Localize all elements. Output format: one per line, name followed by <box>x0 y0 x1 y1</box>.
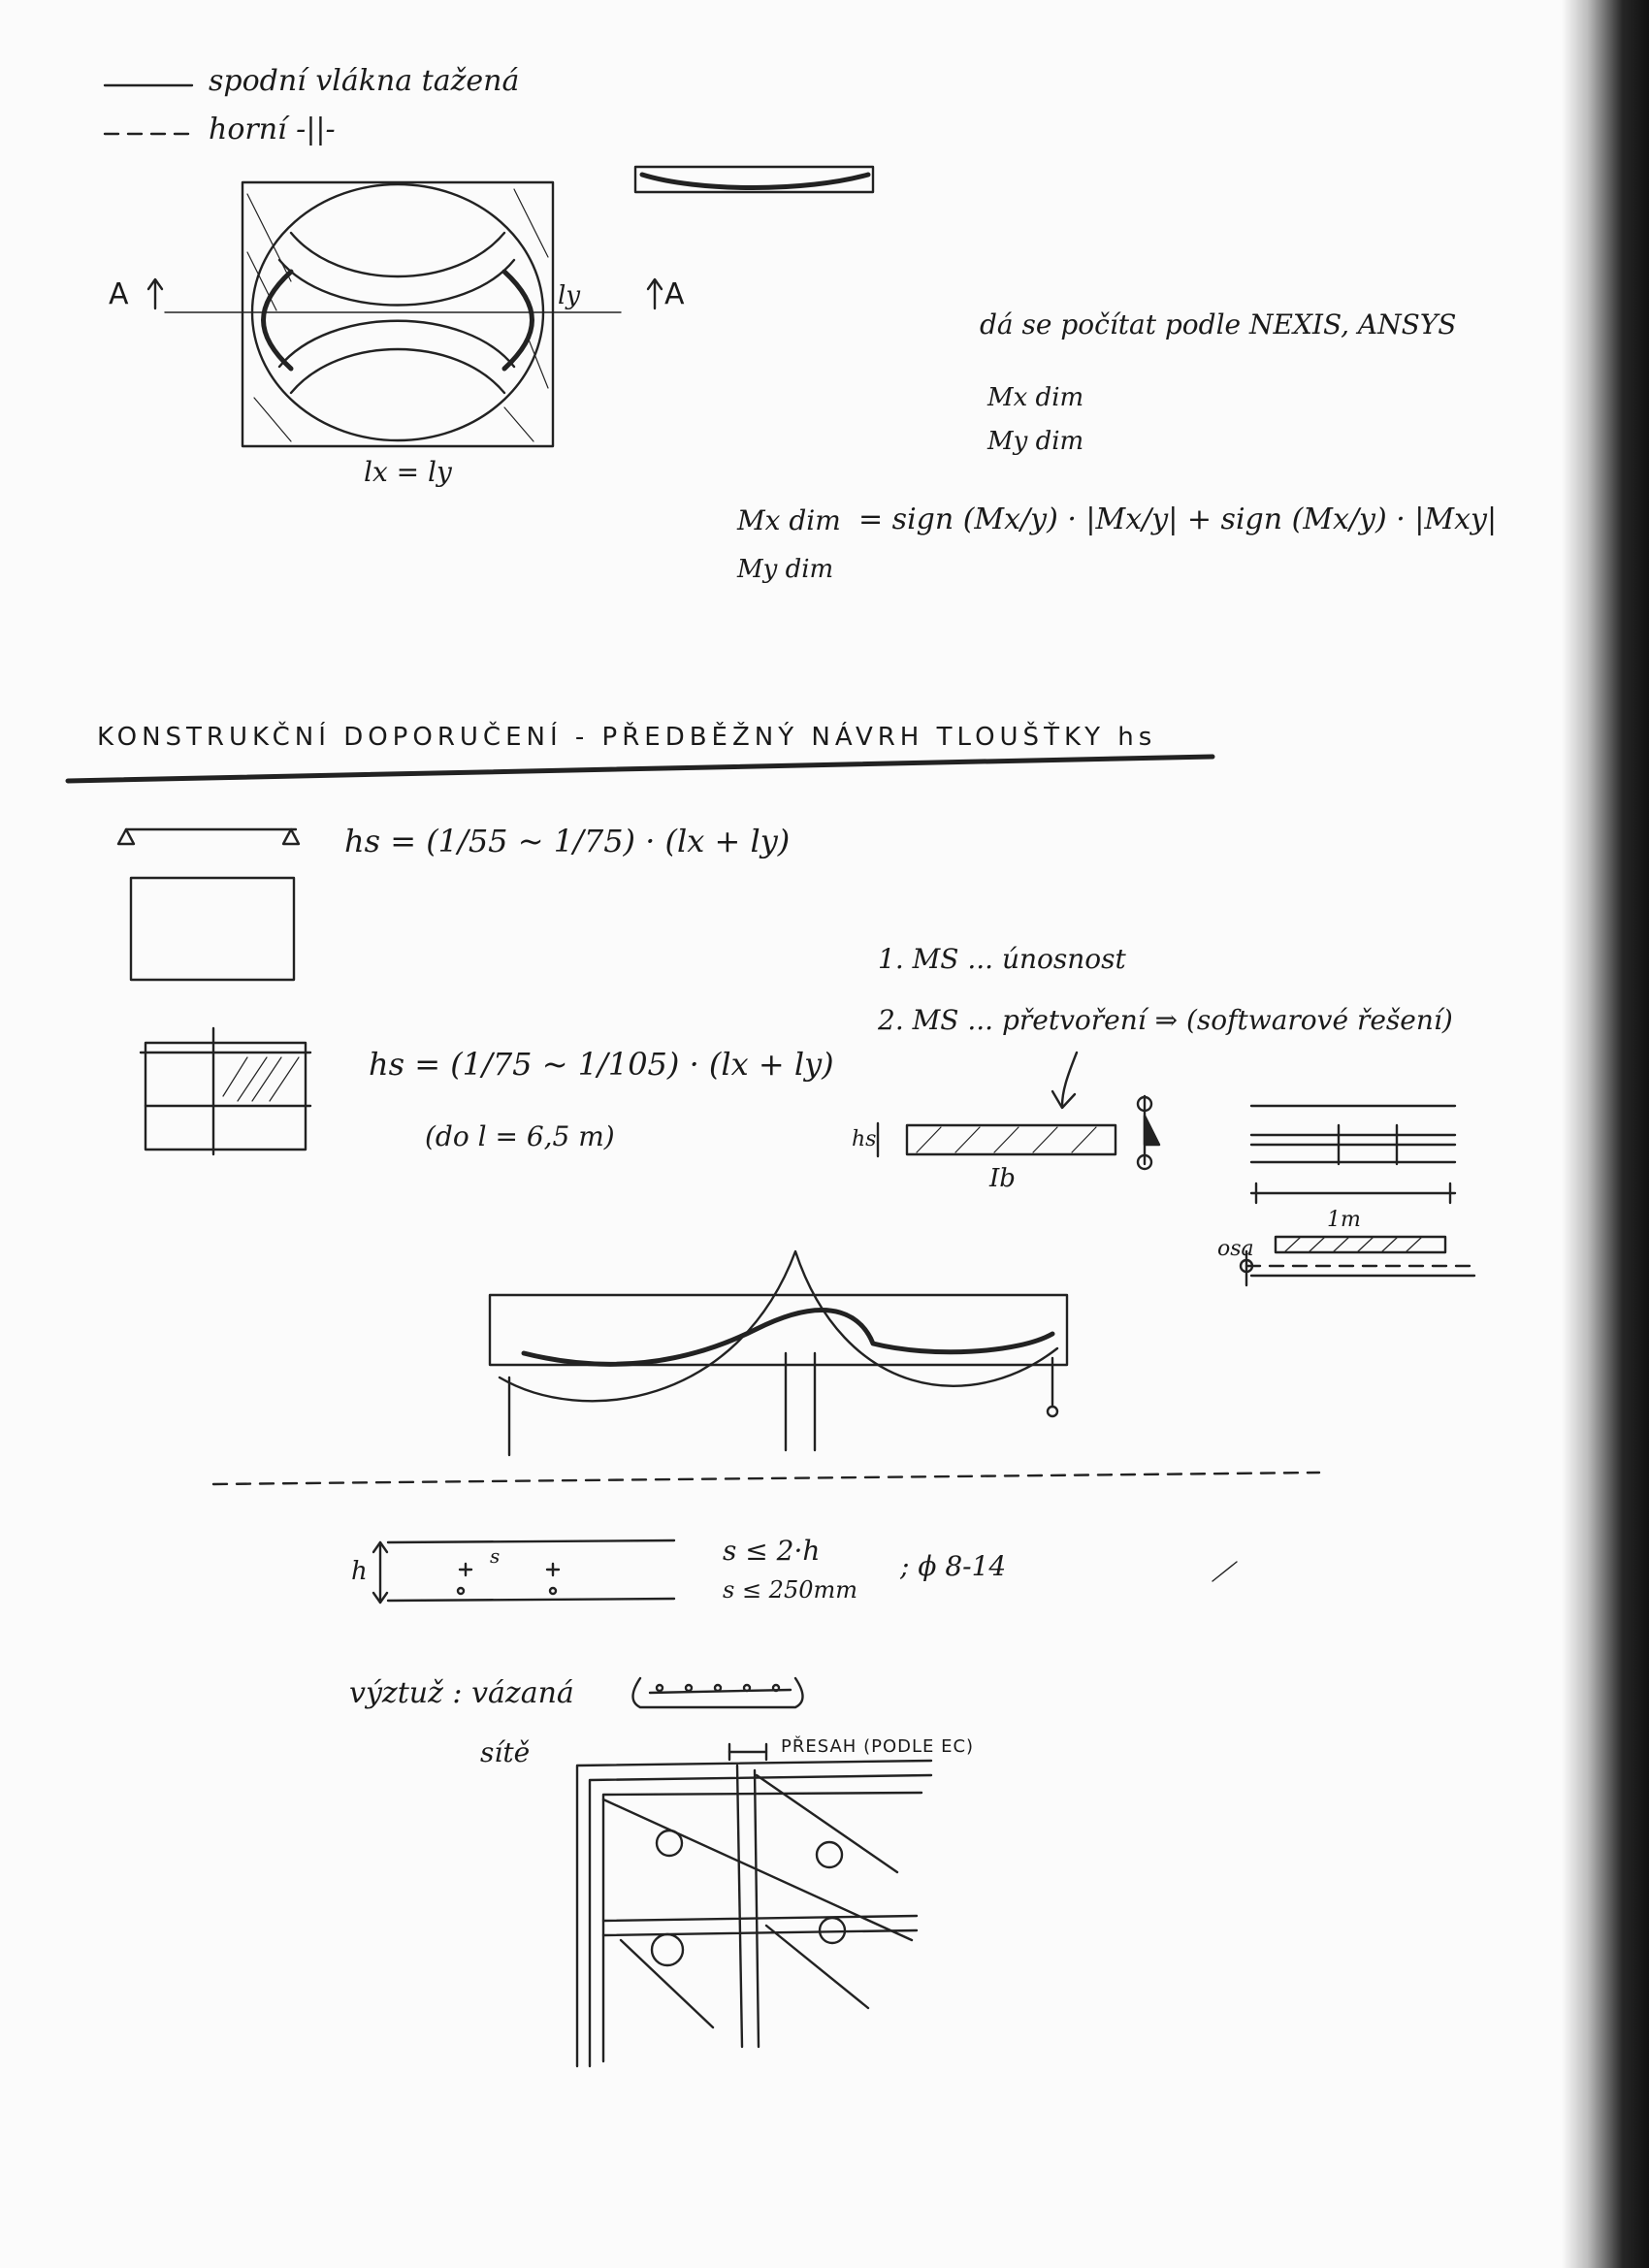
section-marker-left: A <box>109 277 133 311</box>
thickness-rule-2-note: (do l = 6,5 m) <box>425 1120 615 1152</box>
spacing-rule-2: s ≤ 250mm <box>723 1576 858 1604</box>
hs-label: hs <box>852 1127 877 1151</box>
ly-label: ly <box>558 281 581 310</box>
beam-sketch <box>118 829 299 844</box>
legend-solid-label: spodní vlákna tažená <box>209 64 520 98</box>
software-note: dá se počítat podle NEXIS, ANSYS <box>980 308 1457 340</box>
legend-dashed-label: horní -||- <box>209 113 336 146</box>
section-heading: KONSTRUKČNÍ DOPORUČENÍ - PŘEDBĚŽNÝ NÁVRH TLOUŠŤKY hs <box>97 723 1157 752</box>
formula-right: = sign (Mx/y) · |Mx/y| + sign (Mx/y) · |Mxy| <box>858 502 1498 536</box>
bar-diameter: ; ϕ 8-14 <box>900 1550 1007 1582</box>
deflected-strip-sketch <box>635 167 873 192</box>
formula-left-my: My dim <box>737 555 834 584</box>
ms2-arrow <box>1062 1053 1077 1106</box>
section-marker-right: A <box>664 277 689 311</box>
rebar-spacing-detail <box>373 1540 674 1603</box>
plate-contour-sketch <box>148 182 662 446</box>
mesh-label: sítě <box>480 1736 531 1768</box>
reinforcement-label: výztuž : vázaná <box>349 1676 574 1710</box>
ib-label: Ib <box>989 1164 1016 1193</box>
heading-underline <box>68 757 1212 781</box>
width-label: 1m <box>1327 1208 1361 1232</box>
s-label: s <box>490 1544 501 1568</box>
spacing-rule-1: s ≤ 2·h <box>723 1535 821 1567</box>
formula-left: Mx dim <box>737 504 841 536</box>
continuous-slab-sketch <box>213 1251 1319 1484</box>
overlap-label: PŘESAH (PODLE EC) <box>781 1736 975 1757</box>
limit-state-2: 2. MS ... přetvoření ⇒ (softwarové řešení) <box>878 1004 1453 1036</box>
my-dim-label: My dim <box>987 427 1084 456</box>
thickness-rule-1: hs = (1/55 ~ 1/75) · (lx + ly) <box>344 823 791 859</box>
slab-strip-sketch <box>878 1096 1159 1169</box>
mx-dim-label: Mx dim <box>987 383 1084 412</box>
layered-slab-detail <box>1241 1106 1479 1285</box>
limit-state-1: 1. MS ... únosnost <box>878 943 1126 975</box>
span-label: lx = ly <box>364 456 452 488</box>
mesh-overlap-sketch <box>577 1562 1237 2066</box>
h-label: h <box>351 1557 368 1586</box>
single-panel <box>131 878 294 980</box>
axis-label: osa <box>1217 1237 1254 1261</box>
panel-grid-sketch <box>141 1028 310 1154</box>
thickness-rule-2: hs = (1/75 ~ 1/105) · (lx + ly) <box>369 1046 834 1083</box>
tied-reinforcement-sketch <box>633 1678 803 1707</box>
